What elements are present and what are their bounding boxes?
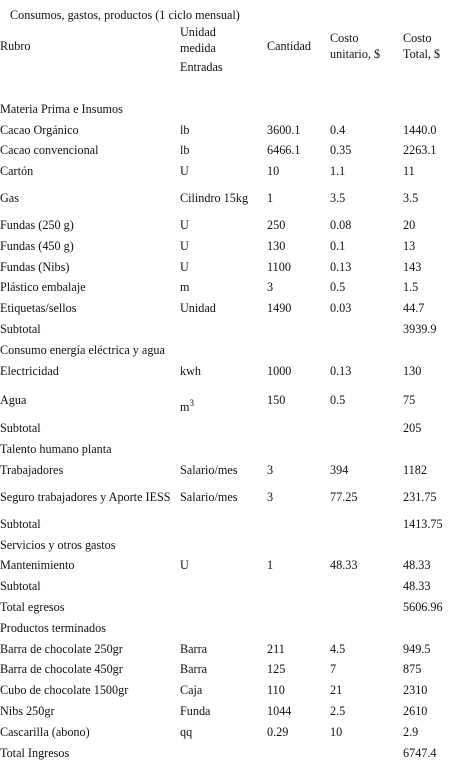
cell-costo-unitario: 77.25 bbox=[330, 489, 358, 504]
cell-costo-total: 1182 bbox=[403, 463, 427, 478]
table-row bbox=[0, 722, 466, 743]
cell-costo-total: 5606.96 bbox=[403, 600, 443, 615]
cell-rubro: Subtotal bbox=[0, 516, 41, 531]
cell-costo-unitario bbox=[330, 597, 403, 618]
cell-rubro: Fundas (Nibs) bbox=[0, 259, 70, 274]
cell-rubro: Fundas (450 g) bbox=[0, 238, 74, 253]
cell-cantidad: 1044 bbox=[267, 704, 292, 719]
cell-rubro: Cascarilla (abono) bbox=[0, 724, 90, 739]
cell-unidad: Caja bbox=[180, 683, 203, 698]
header-costo-total-line1: Costo bbox=[403, 31, 432, 45]
table-row bbox=[0, 361, 466, 382]
cell-costo-total: 143 bbox=[403, 259, 422, 274]
cell-costo-unitario bbox=[330, 514, 403, 535]
cell-costo-total: 1.5 bbox=[403, 280, 419, 295]
cell-unidad: U bbox=[180, 259, 189, 274]
table-row bbox=[0, 257, 466, 278]
cell-unidad bbox=[180, 597, 267, 618]
table-row bbox=[0, 120, 466, 141]
cell-unidad-base: m bbox=[180, 399, 190, 414]
cost-table bbox=[0, 25, 466, 764]
table-row bbox=[0, 639, 466, 660]
header-unidad-line1: Unidad bbox=[180, 25, 216, 39]
cell-rubro: Gas bbox=[0, 191, 19, 206]
header-costo-unitario-line1: Costo bbox=[330, 31, 359, 45]
cell-cantidad: 3 bbox=[267, 463, 274, 478]
cell-costo-total: 44.7 bbox=[403, 301, 425, 316]
cell-unidad bbox=[180, 514, 267, 535]
cell-rubro: Cartón bbox=[0, 164, 34, 179]
cell-unidad: m bbox=[180, 280, 190, 295]
cell-costo-unitario: 21 bbox=[330, 683, 343, 698]
cell-rubro: Etiquetas/sellos bbox=[0, 301, 77, 316]
cell-unidad: U bbox=[180, 238, 189, 253]
cell-cantidad: 1100 bbox=[267, 259, 291, 274]
table-row bbox=[0, 419, 466, 440]
cell-rubro: Subtotal bbox=[0, 322, 41, 337]
cell-costo-total: 48.33 bbox=[403, 579, 431, 594]
cell-cantidad: 10 bbox=[267, 164, 280, 179]
cell-rubro: Cacao Orgánico bbox=[0, 122, 79, 137]
table-row bbox=[0, 660, 466, 681]
table-row bbox=[0, 556, 466, 577]
cell-unidad: Unidad bbox=[180, 301, 216, 316]
cell-costo-total: 20 bbox=[403, 218, 416, 233]
cell-unidad: kwh bbox=[180, 363, 201, 378]
table-row bbox=[0, 278, 466, 299]
cell-costo-total: 130 bbox=[403, 363, 422, 378]
cell-unidad bbox=[180, 319, 267, 340]
table-row bbox=[0, 215, 466, 236]
cell-unidad: Cilindro 15kg bbox=[180, 191, 249, 206]
cell-cantidad: 211 bbox=[267, 641, 285, 656]
cell-unidad: qq bbox=[180, 724, 193, 739]
cell-rubro: Electricidad bbox=[0, 363, 59, 378]
cell-cantidad: 1 bbox=[267, 191, 274, 206]
cell-cantidad bbox=[267, 419, 330, 440]
cell-costo-unitario: 48.33 bbox=[330, 558, 358, 573]
header-unidad bbox=[180, 25, 267, 99]
cell-rubro: Cacao convencional bbox=[0, 143, 99, 158]
cell-costo-total: 231.75 bbox=[403, 489, 437, 504]
cell-rubro: Subtotal bbox=[0, 421, 41, 436]
cell-cantidad: 1 bbox=[267, 558, 274, 573]
table-title: Consumos, gastos, productos (1 ciclo mensual) bbox=[10, 8, 240, 22]
cell-rubro: Barra de chocolate 250gr bbox=[0, 641, 123, 656]
cell-cantidad: 130 bbox=[267, 238, 286, 253]
table-row bbox=[0, 382, 466, 419]
section-title: Materia Prima e Insumos bbox=[0, 101, 123, 116]
cell-costo-unitario: 4.5 bbox=[330, 641, 346, 656]
cell-cantidad: 6466.1 bbox=[267, 143, 301, 158]
cell-cantidad: 1490 bbox=[267, 301, 292, 316]
cell-unidad bbox=[180, 743, 267, 764]
cell-costo-total: 2610 bbox=[403, 704, 428, 719]
cell-costo-total: 949.5 bbox=[403, 641, 431, 656]
table-row bbox=[0, 576, 466, 597]
cell-costo-unitario: 0.4 bbox=[330, 122, 346, 137]
cell-costo-unitario: 2.5 bbox=[330, 704, 346, 719]
section-title: Servicios y otros gastos bbox=[0, 537, 116, 552]
section-row bbox=[0, 439, 466, 460]
cell-unidad: Funda bbox=[180, 704, 211, 719]
cell-costo-unitario: 7 bbox=[330, 662, 337, 677]
cell-costo-total: 205 bbox=[403, 421, 422, 436]
cell-rubro: Subtotal bbox=[0, 579, 41, 594]
cell-costo-unitario: 0.03 bbox=[330, 301, 352, 316]
cell-cantidad: 1000 bbox=[267, 363, 292, 378]
section-title: Productos terminados bbox=[0, 620, 106, 635]
cell-unidad: U bbox=[180, 218, 189, 233]
cell-cantidad: 150 bbox=[267, 392, 286, 407]
cell-costo-total: 2310 bbox=[403, 683, 428, 698]
header-costo-unitario bbox=[330, 25, 403, 99]
cost-table-body bbox=[0, 25, 466, 764]
cell-cantidad: 3600.1 bbox=[267, 122, 301, 137]
header-cantidad: Cantidad bbox=[267, 39, 312, 53]
cell-unidad: Barra bbox=[180, 662, 208, 677]
cell-costo-total: 1440.0 bbox=[403, 122, 437, 137]
cell-cantidad: 0.29 bbox=[267, 724, 289, 739]
cell-costo-total: 2.9 bbox=[403, 724, 419, 739]
cell-cantidad bbox=[267, 743, 330, 764]
cell-costo-total: 13 bbox=[403, 238, 416, 253]
header-unidad-line3: Entradas bbox=[180, 60, 223, 74]
cell-costo-unitario bbox=[330, 743, 403, 764]
table-row bbox=[0, 141, 466, 162]
table-row bbox=[0, 514, 466, 535]
cell-costo-unitario: 0.13 bbox=[330, 259, 352, 274]
cell-cantidad bbox=[267, 576, 330, 597]
cell-cantidad bbox=[267, 319, 330, 340]
cell-unidad bbox=[180, 382, 267, 419]
table-row bbox=[0, 298, 466, 319]
cell-costo-total: 875 bbox=[403, 662, 422, 677]
cell-costo-total: 2263.1 bbox=[403, 143, 437, 158]
cell-unidad-superscript: 3 bbox=[189, 397, 194, 408]
cell-unidad bbox=[180, 419, 267, 440]
cell-costo-unitario: 0.1 bbox=[330, 238, 346, 253]
section-title: Talento humano planta bbox=[0, 442, 112, 457]
cell-costo-unitario: 0.35 bbox=[330, 143, 352, 158]
table-row bbox=[0, 319, 466, 340]
cell-rubro: Total Ingresos bbox=[0, 745, 70, 760]
cell-costo-total: 75 bbox=[403, 392, 416, 407]
section-row bbox=[0, 535, 466, 556]
table-row bbox=[0, 460, 466, 481]
header-rubro: Rubro bbox=[0, 39, 31, 53]
header-costo-total bbox=[403, 25, 466, 99]
cell-unidad: U bbox=[180, 558, 189, 573]
cell-cantidad: 125 bbox=[267, 662, 286, 677]
cell-cantidad: 250 bbox=[267, 218, 286, 233]
cell-rubro: Total egresos bbox=[0, 600, 65, 615]
cell-rubro: Cubo de chocolate 1500gr bbox=[0, 683, 129, 698]
table-row bbox=[0, 701, 466, 722]
table-row bbox=[0, 597, 466, 618]
cell-cantidad: 110 bbox=[267, 683, 285, 698]
cell-costo-total: 6747.4 bbox=[403, 745, 437, 760]
table-row bbox=[0, 680, 466, 701]
cell-costo-unitario: 0.5 bbox=[330, 280, 346, 295]
cell-rubro: Fundas (250 g) bbox=[0, 218, 74, 233]
cell-rubro: Nibs 250gr bbox=[0, 704, 55, 719]
header-unidad-line2: medida bbox=[180, 40, 216, 55]
cell-unidad: U bbox=[180, 164, 189, 179]
cell-costo-unitario: 394 bbox=[330, 463, 349, 478]
cell-unidad: Salario/mes bbox=[180, 489, 238, 504]
header-costo-total-line2: Total, $ bbox=[403, 46, 441, 61]
cell-costo-unitario bbox=[330, 419, 403, 440]
cell-costo-unitario bbox=[330, 576, 403, 597]
cell-rubro: Plástico embalaje bbox=[0, 280, 86, 295]
cell-rubro: Mantenimiento bbox=[0, 558, 75, 573]
cell-costo-unitario: 0.13 bbox=[330, 363, 352, 378]
cell-costo-total: 3939.9 bbox=[403, 322, 437, 337]
cell-costo-unitario: 10 bbox=[330, 724, 343, 739]
header-costo-unitario-line2: unitario, $ bbox=[330, 46, 381, 61]
table-row bbox=[0, 161, 466, 182]
cell-unidad bbox=[180, 576, 267, 597]
section-title: Consumo energía eléctrica y agua bbox=[0, 342, 165, 357]
cell-costo-unitario: 1.1 bbox=[330, 164, 346, 179]
cell-unidad: Barra bbox=[180, 641, 208, 656]
cell-unidad: Salario/mes bbox=[180, 463, 238, 478]
cell-cantidad: 3 bbox=[267, 489, 274, 504]
cell-costo-total: 1413.75 bbox=[403, 516, 443, 531]
table-header-row bbox=[0, 25, 466, 99]
cell-costo-unitario: 0.08 bbox=[330, 218, 352, 233]
table-row bbox=[0, 481, 466, 514]
cell-rubro: Agua bbox=[0, 392, 27, 407]
section-row bbox=[0, 618, 466, 639]
table-row bbox=[0, 182, 466, 215]
cell-costo-unitario bbox=[330, 319, 403, 340]
table-row bbox=[0, 743, 466, 764]
cell-costo-total: 48.33 bbox=[403, 558, 431, 573]
cell-cantidad: 3 bbox=[267, 280, 274, 295]
cell-costo-unitario: 3.5 bbox=[330, 191, 346, 206]
cell-costo-total: 11 bbox=[403, 164, 415, 179]
cell-unidad: lb bbox=[180, 143, 190, 158]
cell-costo-total: 3.5 bbox=[403, 191, 419, 206]
cell-costo-unitario: 0.5 bbox=[330, 392, 346, 407]
section-row bbox=[0, 340, 466, 361]
cell-rubro: Barra de chocolate 450gr bbox=[0, 662, 123, 677]
table-row bbox=[0, 236, 466, 257]
cell-cantidad bbox=[267, 597, 330, 618]
section-row bbox=[0, 99, 466, 120]
cell-unidad: lb bbox=[180, 122, 190, 137]
cell-rubro: Trabajadores bbox=[0, 463, 64, 478]
cell-rubro: Seguro trabajadores y Aporte IESS bbox=[0, 489, 171, 504]
cell-cantidad bbox=[267, 514, 330, 535]
